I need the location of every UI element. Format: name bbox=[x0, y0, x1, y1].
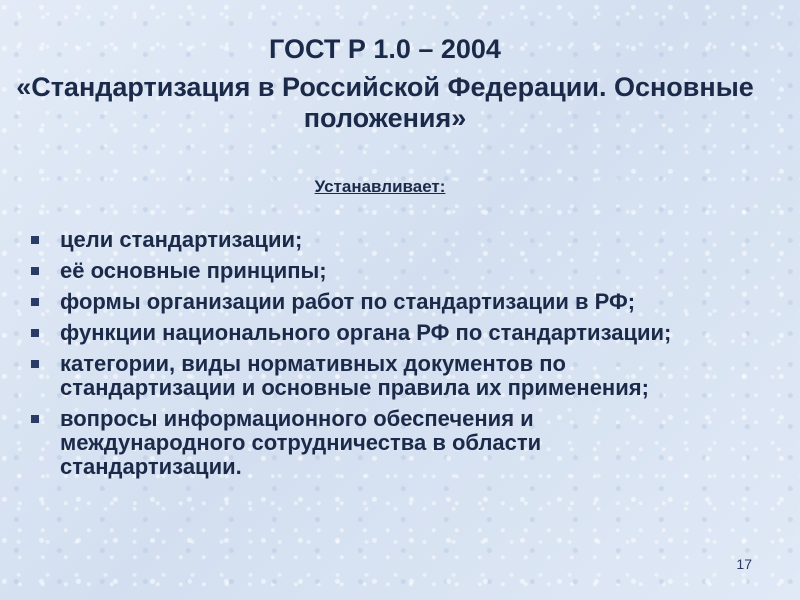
list-item bbox=[30, 321, 720, 345]
list-item-text: формы организации работ по стандартизации в РФ; bbox=[60, 289, 636, 314]
page-number: 17 bbox=[736, 556, 752, 572]
list-item bbox=[30, 228, 720, 252]
list-item bbox=[30, 352, 720, 400]
list-item bbox=[30, 259, 720, 283]
list-item-text: категории, виды нормативных документов по стандартизации и основные правила их применения; bbox=[60, 351, 649, 400]
square-bullet-icon bbox=[31, 236, 39, 244]
square-bullet-icon bbox=[31, 415, 39, 423]
list-item-text: цели стандартизации; bbox=[60, 227, 303, 252]
bullet-list bbox=[30, 228, 720, 486]
list-item bbox=[30, 407, 720, 479]
square-bullet-icon bbox=[31, 267, 39, 275]
section-heading: Устанавливает: bbox=[314, 177, 446, 196]
list-item bbox=[30, 290, 720, 314]
slide-title: ГОСТ Р 1.0 – 2004 bbox=[269, 34, 501, 64]
square-bullet-icon bbox=[31, 298, 39, 306]
list-item-text: функции национального органа РФ по стандартизации; bbox=[60, 320, 672, 345]
square-bullet-icon bbox=[31, 329, 39, 337]
slide-subtitle-title: «Стандартизация в Российской Федерации. Основные положения» bbox=[16, 72, 754, 133]
square-bullet-icon bbox=[31, 360, 39, 368]
list-item-text: вопросы информационного обеспечения и международного сотрудничества в области стандартизации. bbox=[60, 406, 542, 479]
list-item-text: её основные принципы; bbox=[60, 258, 327, 283]
